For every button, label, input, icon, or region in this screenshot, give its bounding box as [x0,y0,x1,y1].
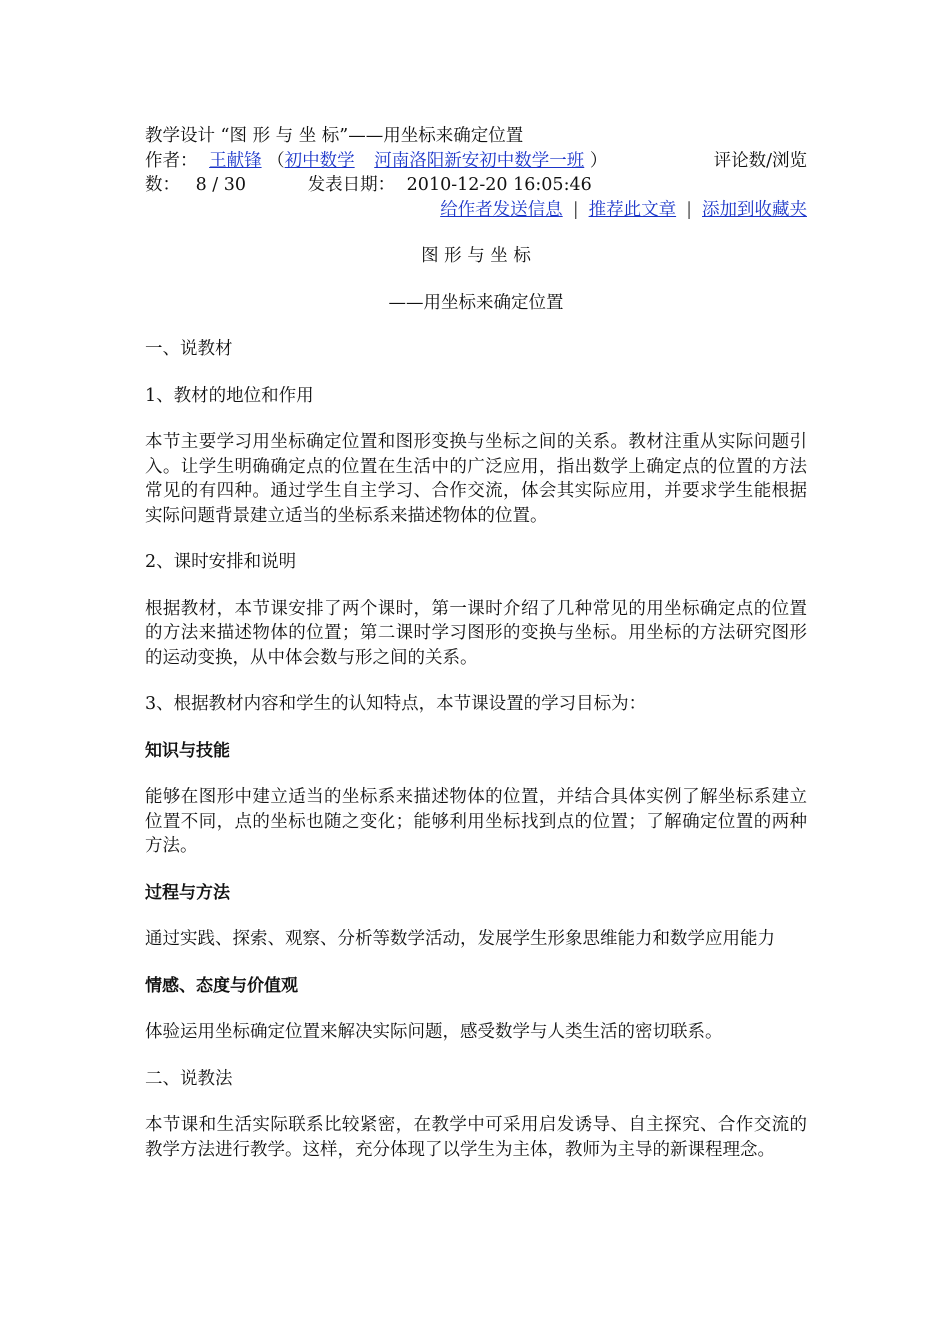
paragraph: 体验运用坐标确定位置来解决实际问题，感受数学与人类生活的密切联系。 [145,1022,723,1042]
separator: | [572,199,579,220]
send-message-link[interactable]: 给作者发送信息 [440,199,563,220]
date-value: 2010-12-20 16:05:46 [406,175,592,195]
stats-value: 8 / 30 [195,175,247,195]
goal-heading: 过程与方法 [145,882,230,903]
stats-label-cont: 数： [145,175,180,195]
action-links [145,198,807,223]
separator: | [686,199,692,220]
author-label: 作者： [145,150,198,171]
paragraph: 本节课和生活实际联系比较紧密，在教学中可采用启发诱导、自主探究、合作交流的教学方法进行教学。这样，充分体现了以学生为主体，教师为主导的新课程理念。 [145,1115,807,1160]
category-link[interactable]: 初中数学 [284,150,355,171]
paragraph: 本节主要学习用坐标确定位置和图形变换与坐标之间的关系。教材注重从实际问题引入。让学生明确确定点的位置在生活中的广泛应用，指出数学上确定点的位置的方法常见的有四种。通过学生自主学习、合作交流，体会其实际应用，并要求学生能根据实际问题背景建立适当的坐标系来描述物体的位置。 [145,432,807,526]
paragraph: 根据教材，本节课安排了两个课时，第一课时介绍了几种常见的用坐标确定点的位置的方法来描述物体的位置；第二课时学习图形的变换与坐标。用坐标的方法研究图形的运动变换，从中体会数与形之间的关系。 [145,598,807,668]
article-title: 图 形 与 坐 标 [421,246,531,266]
paragraph: 能够在图形中建立适当的坐标系来描述物体的位置，并结合具体实例了解坐标系建立位置不同，点的坐标也随之变化；能够利用坐标找到点的位置；了解确定位置的两种方法。 [145,787,807,856]
stats-label: 评论数/浏览 [713,150,807,171]
recommend-link[interactable]: 推荐此文章 [588,199,677,220]
favorite-link[interactable]: 添加到收藏夹 [702,199,807,220]
post-title: 教学设计 “图 形 与 坐 标”——用坐标来确定位置 [145,126,524,146]
author-link[interactable]: 王献锋 [209,150,262,171]
section-heading: 二、说教法 [145,1068,233,1089]
article-page [145,124,807,1162]
item-heading: 2、课时安排和说明 [145,552,297,572]
paragraph: 通过实践、探索、观察、分析等数学活动，发展学生形象思维能力和数学应用能力 [145,929,775,949]
item-heading: 1、教材的地位和作用 [145,385,314,406]
date-label: 发表日期： [307,175,396,195]
item-heading: 3、根据教材内容和学生的认知特点，本节课设置的学习目标为： [145,694,647,714]
section-heading: 一、说教材 [145,339,233,359]
stats-line [145,173,807,198]
goal-heading: 情感、态度与价值观 [145,975,298,996]
goal-heading: 知识与技能 [145,740,230,761]
paren-open: （ [267,150,285,171]
article-subtitle: ——用坐标来确定位置 [388,292,564,313]
group-link[interactable]: 河南洛阳新安初中数学一班 [374,150,585,171]
paren-close: ） [589,150,608,171]
author-line [145,149,807,174]
